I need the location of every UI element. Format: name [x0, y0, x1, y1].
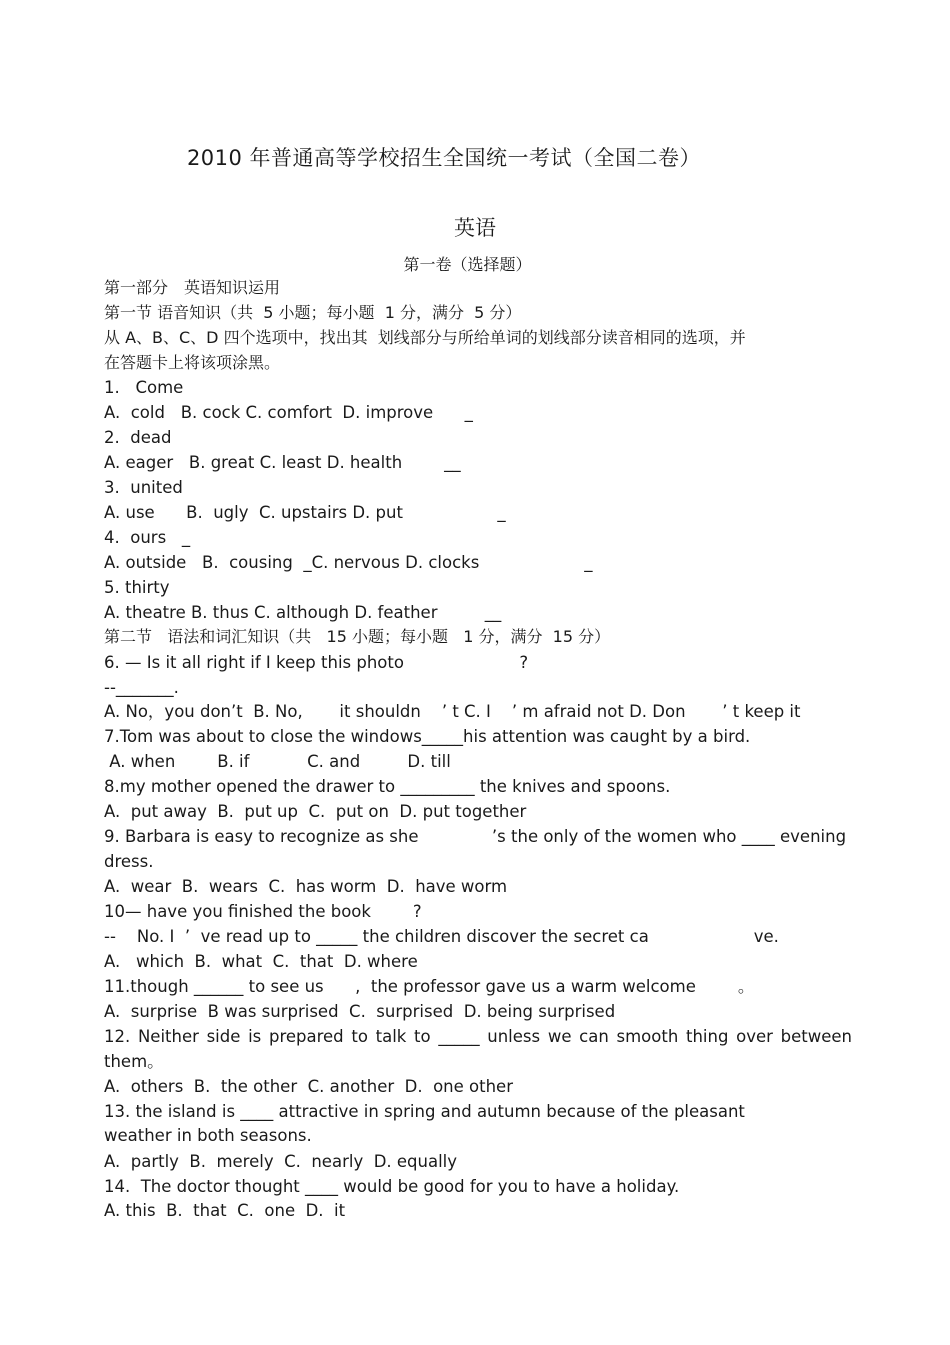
- option-line: A. eager B. great C. least D. health __: [104, 453, 461, 472]
- option-line: A. when B. if C. and D. till: [104, 752, 451, 771]
- question-line: them。: [104, 1052, 164, 1071]
- instruction-line: 从 A、B、C、D 四个选项中，找出其 划线部分与所给单词的划线部分读音相同的选项，并: [104, 328, 746, 347]
- question-line: 3. united: [104, 478, 183, 497]
- option-line: A. put away B. put up C. put on D. put together: [104, 802, 527, 821]
- subject-heading: 英语: [454, 216, 496, 240]
- question-line: dress.: [104, 852, 154, 871]
- question-line: 14. The doctor thought ____ would be good for you to have a holiday.: [104, 1177, 680, 1196]
- question-line: 1. Come: [104, 378, 184, 397]
- option-line: A. theatre B. thus C. although D. feather __: [104, 603, 502, 622]
- question-line: 2. dead: [104, 428, 172, 447]
- paper-heading: 第一卷（选择题）: [403, 255, 532, 274]
- question-line: 4. ours _: [104, 528, 191, 547]
- option-line: A. surprise B was surprised C. surprised D. being surprised: [104, 1002, 616, 1021]
- question-line: 10— have you finished the book ?: [104, 902, 422, 921]
- option-line: A. No，you don’t B. No, it shouldn ’ t C. I ’ m afraid not D. Don ’ t keep it: [104, 702, 801, 721]
- section-heading: 第二节 语法和词汇知识（共 15 小题；每小题 1 分，满分 15 分）: [104, 627, 611, 646]
- question-line: 7.Tom was about to close the windows_____his attention was caught by a bird.: [104, 727, 751, 746]
- option-line: A. outside B. cousing _C. nervous D. clocks _: [104, 553, 593, 572]
- option-line: A. others B. the other C. another D. one other: [104, 1077, 513, 1096]
- question-line: weather in both seasons.: [104, 1126, 312, 1145]
- question-line: 11.though ______ to see us , the professor gave us a warm welcome 。: [104, 977, 755, 996]
- instruction-line: 在答题卡上将该项涂黑。: [104, 353, 281, 372]
- question-line: 12. Neither side is prepared to talk to _____ unless we can smooth thing over between: [104, 1027, 852, 1046]
- exam-title: 2010 年普通高等学校招生全国统一考试（全国二卷）: [186, 146, 702, 170]
- part-heading: 第一部分 英语知识运用: [104, 278, 281, 297]
- option-line: A. which B. what C. that D. where: [104, 952, 418, 971]
- option-line: A. cold B. cock C. comfort D. improve _: [104, 403, 473, 422]
- option-line: A. partly B. merely C. nearly D. equally: [104, 1152, 458, 1171]
- question-line: 6. — Is it all right if I keep this photo ?: [104, 653, 529, 672]
- question-line: 9. Barbara is easy to recognize as she ’s the only of the women who ____ evening: [104, 827, 847, 846]
- question-line: 13. the island is ____ attractive in spring and autumn because of the pleasant: [104, 1102, 745, 1121]
- option-line: A. this B. that C. one D. it: [104, 1201, 346, 1220]
- answer-blank-line: --_______.: [104, 678, 179, 697]
- question-line: 5. thirty: [104, 578, 170, 597]
- option-line: A. wear B. wears C. has worm D. have worm: [104, 877, 508, 896]
- section-heading: 第一节 语音知识（共 5 小题；每小题 1 分，满分 5 分）: [104, 303, 522, 322]
- question-line: -- No. I ’ ve read up to _____ the children discover the secret ca ve.: [104, 927, 779, 946]
- option-line: A. use B. ugly C. upstairs D. put _: [104, 503, 506, 522]
- question-line: 8.my mother opened the drawer to _________ the knives and spoons.: [104, 777, 671, 796]
